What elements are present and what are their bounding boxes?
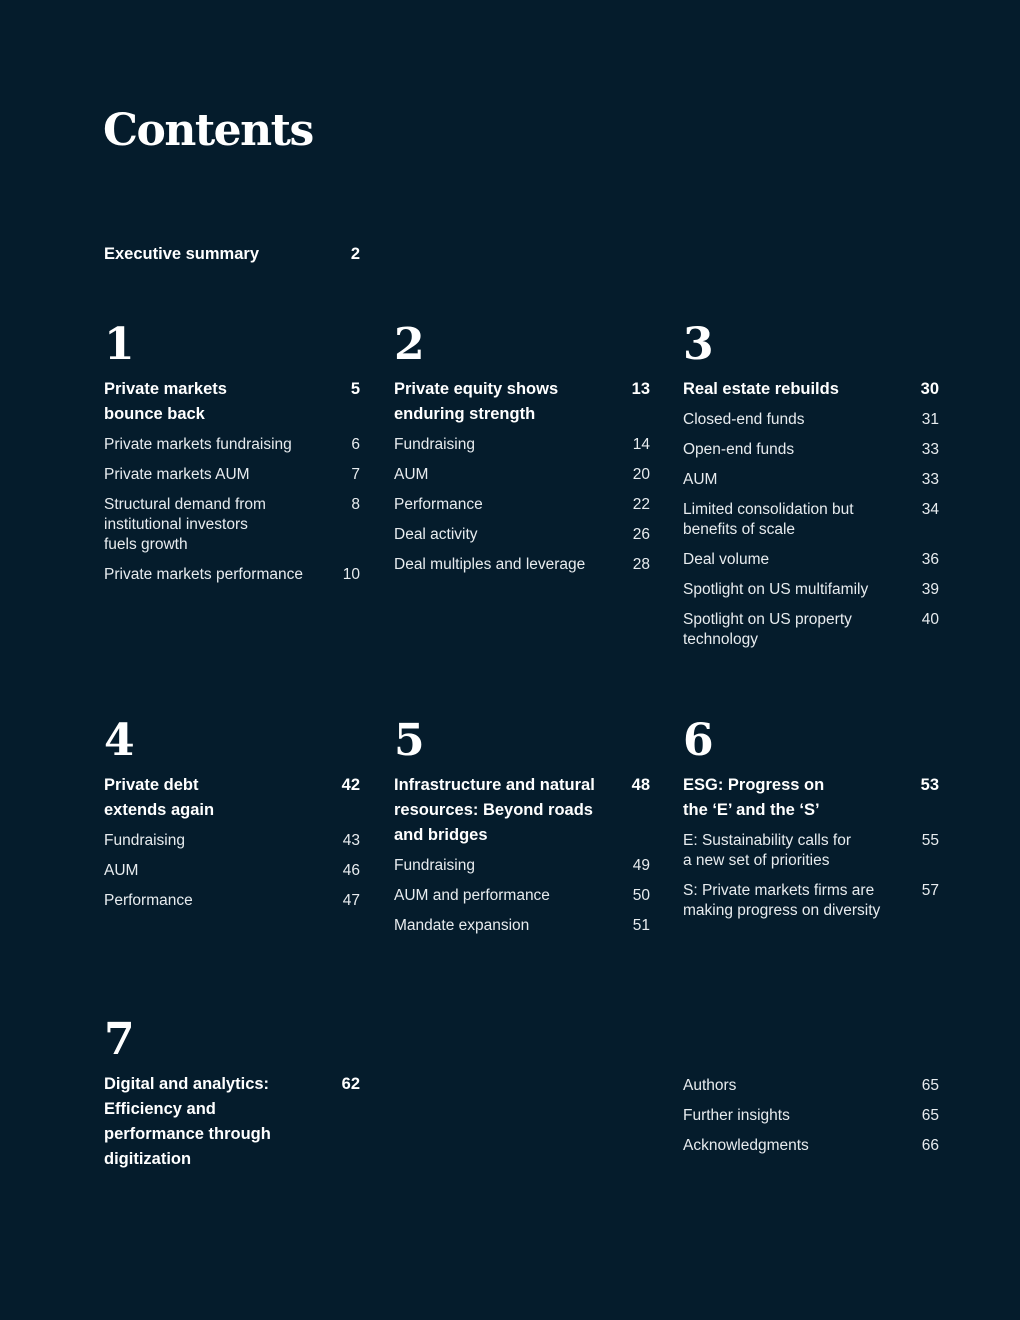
executive-summary-label: Executive summary (104, 245, 260, 263)
section-page: 13 (631, 380, 650, 398)
section-number: 7 (104, 1014, 135, 1065)
section-page: 5 (350, 380, 360, 398)
section-page: 53 (920, 776, 939, 794)
section-title: Real estate rebuilds (683, 380, 839, 398)
section-page: 62 (341, 1075, 360, 1093)
toc-item[interactable]: Closed-end funds 31 (683, 411, 939, 428)
toc-item[interactable]: Fundraising 14 (394, 436, 650, 453)
section-heading[interactable] (683, 377, 939, 402)
toc-section-2 (394, 319, 650, 585)
toc-item[interactable]: Performance 47 (104, 892, 360, 909)
toc-item-authors[interactable]: Authors 65 (683, 1077, 939, 1094)
toc-item[interactable]: AUM 46 (104, 862, 360, 879)
toc-item[interactable]: Open-end funds 33 (683, 441, 939, 458)
toc-item[interactable]: AUM and performance 50 (394, 887, 650, 904)
section-number: 6 (683, 715, 714, 766)
toc-item[interactable]: Private markets performance 10 (104, 566, 360, 583)
toc-section-7 (104, 1014, 360, 1180)
toc-section-3 (683, 319, 939, 660)
section-number: 2 (394, 319, 425, 370)
toc-item-further-insights[interactable]: Further insights 65 (683, 1107, 939, 1124)
section-number: 5 (394, 715, 425, 766)
toc-item[interactable]: Private markets fundraising 6 (104, 436, 360, 453)
toc-item[interactable]: Mandate expansion 51 (394, 917, 650, 934)
section-number: 1 (104, 319, 135, 370)
section-heading[interactable] (104, 773, 360, 823)
toc-item[interactable]: AUM 33 (683, 471, 939, 488)
section-page: 30 (920, 380, 939, 398)
section-title: Private equity shows enduring strength (394, 380, 559, 423)
toc-item[interactable]: Spotlight on US multifamily 39 (683, 581, 939, 598)
executive-summary-page: 2 (350, 245, 360, 263)
section-heading[interactable] (104, 377, 360, 427)
toc-item[interactable]: AUM 20 (394, 466, 650, 483)
toc-item-acknowledgments[interactable]: Acknowledgments 66 (683, 1137, 939, 1154)
toc-back-matter (683, 1076, 939, 1166)
section-number: 3 (683, 319, 714, 370)
toc-item[interactable]: S: Private markets firms are making progress on diversity 57 (683, 882, 939, 919)
toc-item[interactable]: Fundraising 43 (104, 832, 360, 849)
toc-item[interactable]: Performance 22 (394, 496, 650, 513)
section-page: 42 (341, 776, 360, 794)
section-title: Private markets bounce back (104, 380, 227, 423)
section-heading[interactable] (394, 773, 650, 848)
toc-section-5 (394, 715, 650, 946)
section-title: Digital and analytics: Efficiency and performance through digitization (104, 1075, 271, 1168)
toc-item[interactable]: E: Sustainability calls for a new set of priorities 55 (683, 832, 939, 869)
toc-section-1 (104, 319, 360, 595)
toc-item[interactable]: Private markets AUM 7 (104, 466, 360, 483)
toc-item[interactable]: Structural demand from institutional investors fuels growth 8 (104, 496, 360, 553)
section-page: 48 (631, 776, 650, 794)
section-title: Infrastructure and natural resources: Beyond roads and bridges (394, 776, 595, 844)
section-title: ESG: Progress on the ‘E’ and the ‘S’ (683, 776, 825, 819)
toc-item[interactable]: Deal volume 36 (683, 551, 939, 568)
toc-section-4 (104, 715, 360, 921)
section-heading[interactable] (104, 1072, 360, 1172)
toc-item[interactable]: Deal multiples and leverage 28 (394, 556, 650, 573)
toc-item[interactable]: Deal activity 26 (394, 526, 650, 543)
toc-executive-summary[interactable] (104, 242, 360, 267)
toc-item[interactable]: Limited consolidation but benefits of scale 34 (683, 501, 939, 538)
toc-item[interactable]: Fundraising 49 (394, 857, 650, 874)
page-title: Contents (103, 105, 313, 156)
toc-item[interactable]: Spotlight on US property technology 40 (683, 611, 939, 648)
section-number: 4 (104, 715, 135, 766)
section-heading[interactable] (394, 377, 650, 427)
section-title: Private debt extends again (104, 776, 215, 819)
section-heading[interactable] (683, 773, 939, 823)
toc-section-6 (683, 715, 939, 931)
